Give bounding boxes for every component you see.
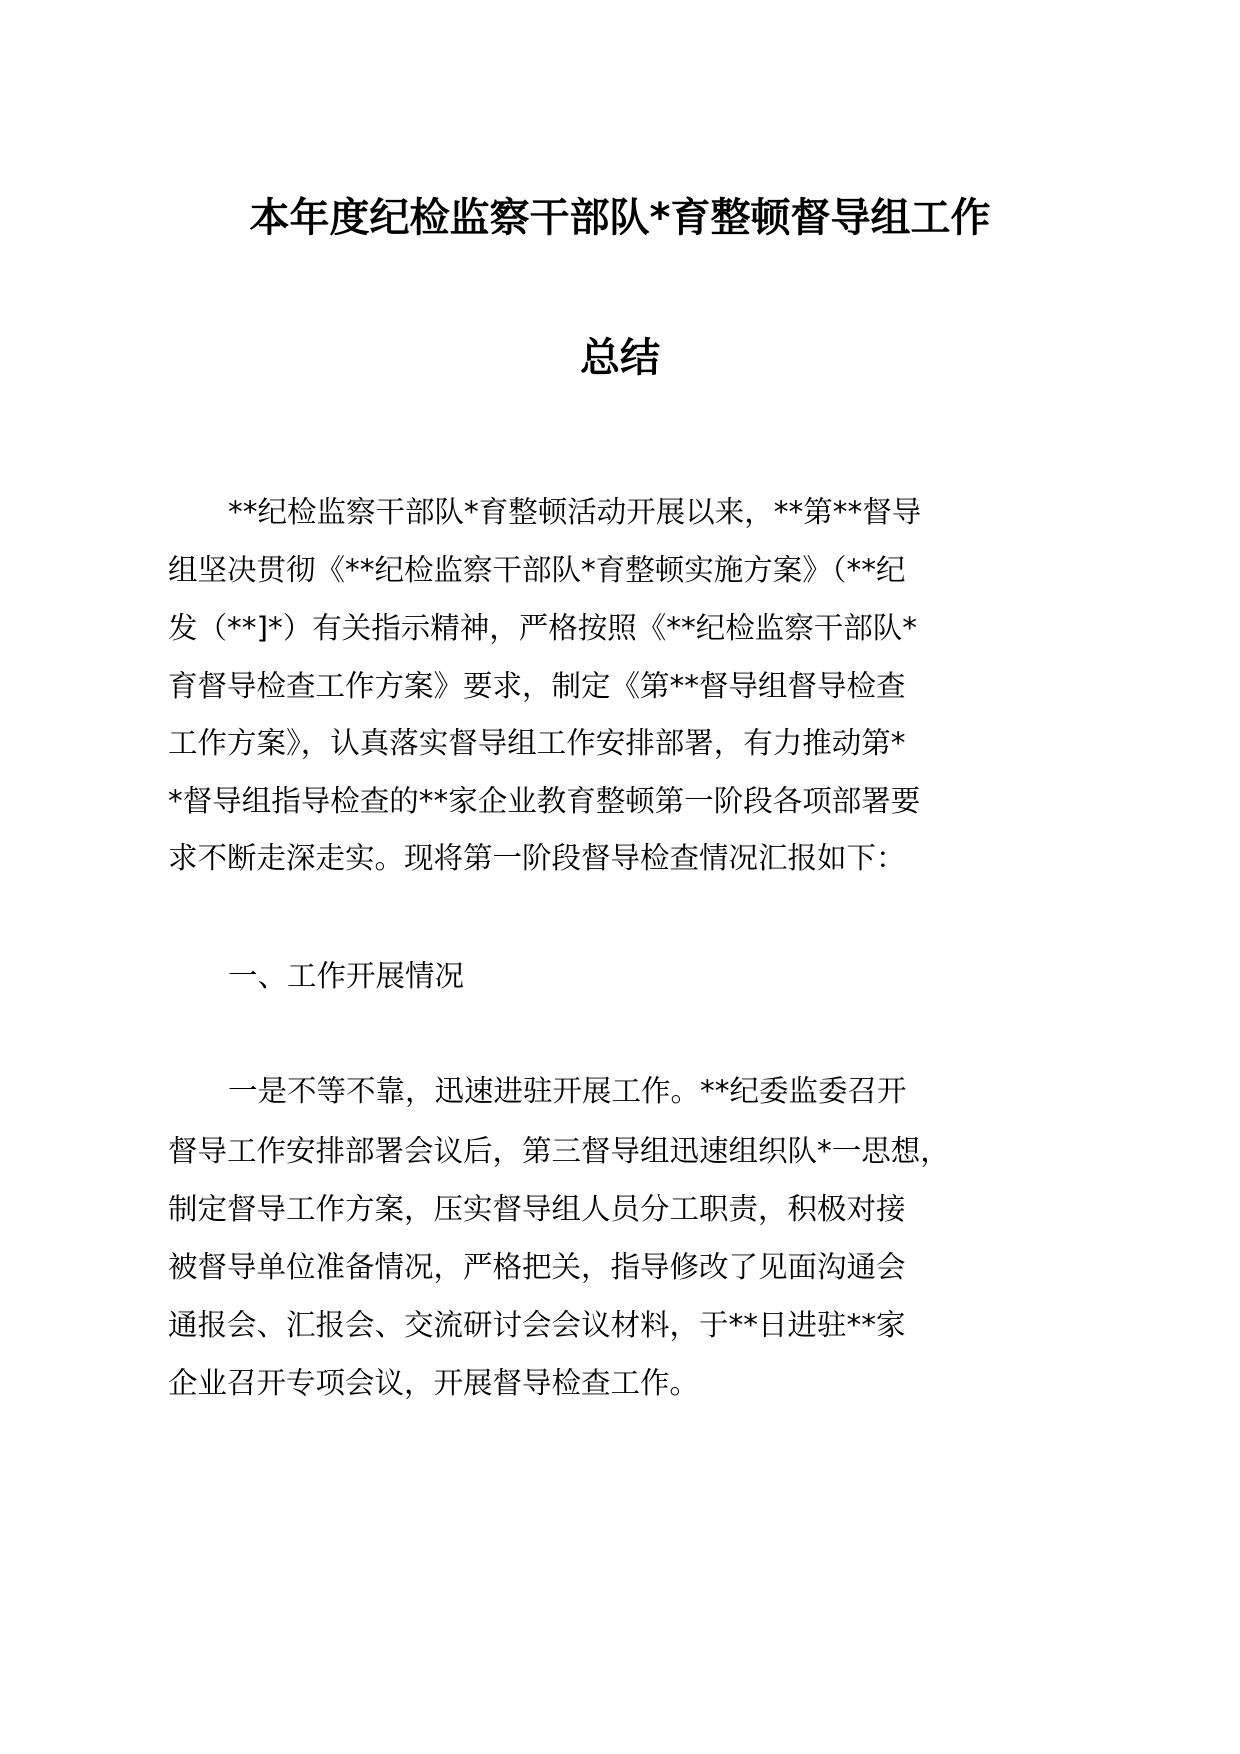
paragraph-line: *督导组指导检查的**家企业教育整顿第一阶段各项部署要 <box>168 784 921 818</box>
paragraph-line: 发（**]*）有关指示精神，严格按照《**纪检监察干部队* <box>168 611 918 645</box>
section-heading: 一、工作开展情况 <box>228 959 465 993</box>
paragraph-line: 育督导检查工作方案》要求，制定《第**督导组督导检查 <box>168 669 906 703</box>
paragraph-line: 组坚决贯彻《**纪检监察干部队*育整顿实施方案》（**纪 <box>168 553 906 587</box>
document-title-line-1: 本年度纪检监察干部队*育整顿督导组工作 <box>249 195 991 241</box>
paragraph-line: 制定督导工作方案，压实督导组人员分工职责，积极对接 <box>168 1192 906 1226</box>
paragraph-line: 被督导单位准备情况，严格把关，指导修改了见面沟通会 <box>168 1250 906 1284</box>
paragraph-line: **纪检监察干部队*育整顿活动开展以来，**第**督导 <box>228 495 922 529</box>
paragraph-line: 一是不等不靠，迅速进驻开展工作。**纪委监委召开 <box>228 1074 907 1108</box>
paragraph-line: 企业召开专项会议，开展督导检查工作。 <box>168 1366 700 1400</box>
paragraph-line: 求不断走深走实。现将第一阶段督导检查情况汇报如下： <box>168 841 906 875</box>
paragraph-line: 工作方案》，认真落实督导组工作安排部署，有力推动第* <box>168 726 906 760</box>
paragraph-line: 通报会、汇报会、交流研讨会会议材料，于**日进驻**家 <box>168 1308 906 1342</box>
paragraph-line: 督导工作安排部署会议后，第三督导组迅速组织队*一思想， <box>168 1134 950 1168</box>
document-title-line-2: 总结 <box>580 335 660 381</box>
